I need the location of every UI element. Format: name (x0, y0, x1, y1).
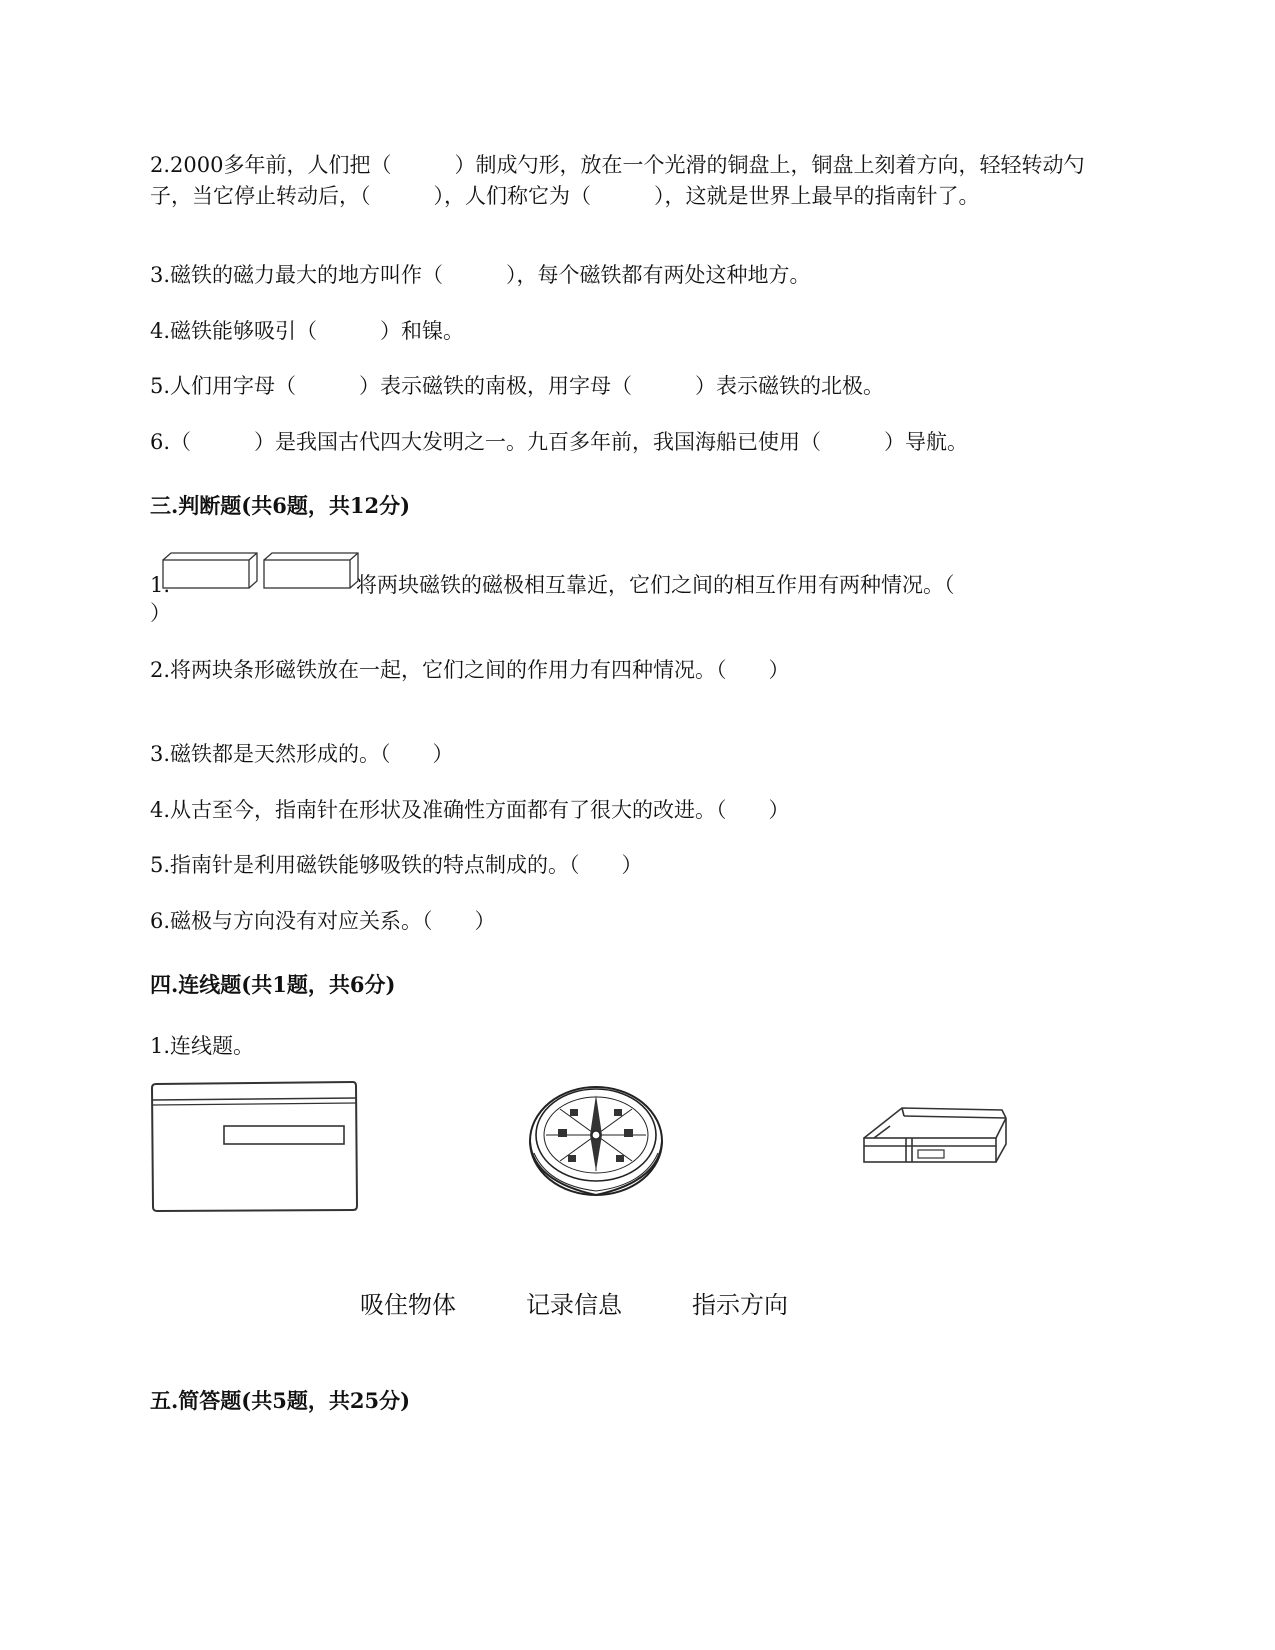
fill-question-4: 4.磁铁能够吸引（ ）和镍。 (150, 319, 465, 343)
matching-question-1: 1.连线题。 (150, 1034, 255, 1058)
judgment-q1-text: 将两块磁铁的磁极相互靠近，它们之间的相互作用有两种情况。（ (356, 573, 955, 597)
section-title-short-answer: 五.简答题(共5题，共25分) (150, 1388, 411, 1413)
judgment-q1-number: 1. (150, 573, 171, 597)
magnetic-card-image (150, 1080, 360, 1215)
match-option-point-direction: 指示方向 (692, 1291, 788, 1319)
compass-image (528, 1085, 668, 1205)
fill-question-6: 6.（ ）是我国古代四大发明之一。九百多年前，我国海船已使用（ ）导航。 (150, 430, 969, 454)
section-title-judgment: 三.判断题(共6题，共12分) (150, 493, 411, 518)
judgment-question-2: 2.将两块条形磁铁放在一起，它们之间的作用力有四种情况。（ ） (150, 658, 790, 682)
judgment-question-4: 4.从古至今，指南针在形状及准确性方面都有了很大的改进。（ ） (150, 798, 790, 822)
match-option-record-info: 记录信息 (526, 1291, 622, 1319)
judgment-q1-close: ） (150, 601, 171, 625)
section-title-matching: 四.连线题(共1题，共6分) (150, 972, 396, 997)
pencil-box-image (862, 1106, 1012, 1176)
fill-question-2: 2.2000多年前，人们把（ ）制成勺形，放在一个光滑的铜盘上，铜盘上刻着方向，轻轻转动勺子，当它停止转动后，（ ），人们称它为（ ），这就是世界上最早的指南针了。 (150, 153, 1085, 208)
two-magnets-image (162, 550, 362, 592)
match-option-hold-objects: 吸住物体 (360, 1291, 456, 1319)
judgment-question-3: 3.磁铁都是天然形成的。（ ） (150, 742, 454, 766)
judgment-question-5: 5.指南针是利用磁铁能够吸铁的特点制成的。（ ） (150, 853, 643, 877)
fill-question-5: 5.人们用字母（ ）表示磁铁的南极，用字母（ ）表示磁铁的北极。 (150, 374, 885, 398)
judgment-question-6: 6.磁极与方向没有对应关系。（ ） (150, 909, 496, 933)
fill-question-3: 3.磁铁的磁力最大的地方叫作（ ），每个磁铁都有两处这种地方。 (150, 263, 811, 287)
